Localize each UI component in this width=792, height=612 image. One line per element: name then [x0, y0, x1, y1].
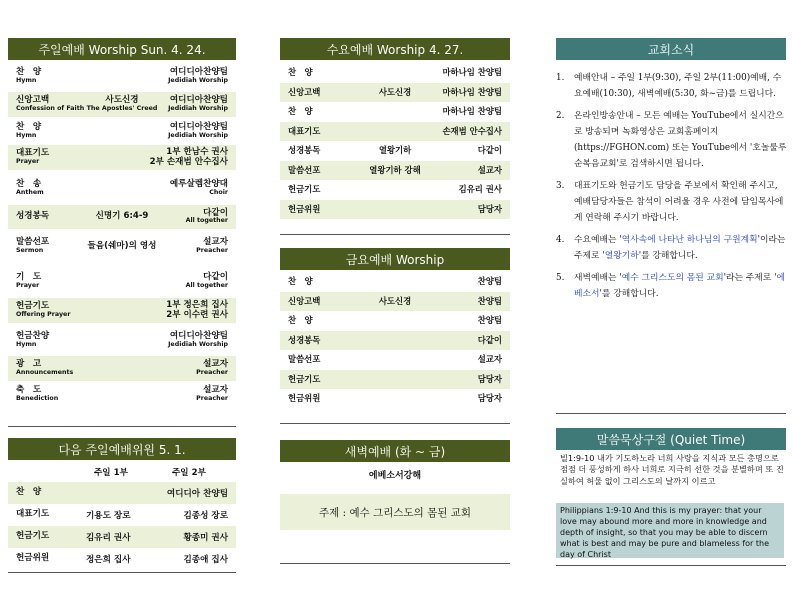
- sunday-row-label: [16, 149, 49, 165]
- committee-role: [16, 488, 41, 497]
- item-name: 기 도: [16, 272, 42, 283]
- sunday-row-label: [16, 386, 58, 402]
- news-item-number: 5.: [556, 273, 565, 283]
- committee-first-service: 정은희 집사: [86, 555, 131, 565]
- sunday-row-label: [16, 302, 70, 318]
- friday-row-person: [478, 355, 502, 364]
- committee-role: [16, 510, 49, 519]
- item-detail: 들음(쉐마)의 영성: [87, 240, 157, 251]
- item-person: 설교자: [203, 359, 228, 370]
- dawn-worship-title: 새벽예배 (화 ~ 금): [344, 444, 446, 459]
- friday-row-person: [478, 297, 502, 306]
- item-name: 찬 송: [16, 179, 42, 190]
- wednesday-row-person: [442, 68, 502, 77]
- wednesday-row-label: [288, 166, 320, 175]
- wednesday-row: [280, 180, 510, 200]
- item-person: 마하나임 찬양팀: [442, 67, 502, 78]
- friday-row: [280, 350, 510, 370]
- item-name-en: Hymn: [16, 76, 37, 84]
- friday-program: [280, 272, 510, 408]
- next-week-header: [8, 438, 236, 460]
- sunday-row-label: [16, 238, 49, 254]
- item-name: 찬 양: [288, 315, 313, 326]
- item-name: 대표기도: [16, 148, 50, 159]
- sunday-row-label: [16, 68, 41, 84]
- wednesday-row-label: [288, 185, 320, 194]
- highlight-theme: 역사속에 나타난 하나님의 구원계획: [621, 235, 758, 245]
- friday-row-label: [288, 297, 320, 306]
- item-person: 1부 한남수 권사: [166, 147, 228, 158]
- wednesday-row-label: [288, 146, 320, 155]
- news-item: [556, 270, 788, 302]
- sunday-row-label: [16, 332, 49, 348]
- committee-row: [8, 504, 236, 526]
- item-person-2: 2부 손재범 안수집사: [149, 156, 228, 167]
- dawn-worship-header: [280, 440, 510, 462]
- item-detail: 사도신경: [378, 295, 412, 306]
- text-segment: '를 강해합니다.: [599, 289, 659, 299]
- item-name: 광 고: [16, 359, 42, 370]
- friday-row-label: [288, 375, 320, 384]
- item-name: 성경봉독: [288, 145, 321, 156]
- sunday-row-label: [16, 180, 44, 196]
- item-person-en: Jedidiah Worship: [168, 340, 228, 348]
- item-person: 1부 정은희 집사: [166, 300, 228, 311]
- item-name: 말씀선포: [16, 237, 50, 248]
- item-name: 찬 양: [16, 67, 42, 78]
- wednesday-row-person: [442, 88, 502, 97]
- committee-second-service: 김종성 장로: [183, 511, 228, 521]
- sunday-row: [8, 328, 236, 353]
- item-name: 헌금기도: [16, 301, 50, 312]
- item-name: 축 도: [16, 385, 42, 396]
- wednesday-row: [280, 161, 510, 181]
- item-person-en: Preacher: [196, 394, 228, 402]
- friday-row-person: [478, 316, 502, 325]
- dawn-theme-box: [280, 494, 510, 530]
- sunday-row-person: [168, 96, 228, 112]
- sunday-row-person: [166, 301, 228, 320]
- item-person: 여디디아찬양팀: [169, 331, 228, 342]
- friday-row-person: [478, 336, 502, 345]
- item-detail-en: The Apostles' Creed: [86, 104, 158, 112]
- friday-row-person: [478, 375, 502, 384]
- item-name-en: Anthem: [16, 188, 44, 196]
- wednesday-row: [280, 200, 510, 220]
- divider: [280, 423, 510, 424]
- sunday-row-label: [16, 96, 84, 112]
- news-item-text: 예배안내 – 주일 1부(9:30), 주일 2부(11:00)예배, 수요예배(10:30), 새벽예배(5:30, 화~금)를 드립니다.: [574, 73, 782, 99]
- sunday-row-label: [16, 123, 41, 139]
- item-person: 설교자: [203, 385, 228, 396]
- item-name: 신앙고백: [16, 95, 50, 106]
- friday-row: [280, 389, 510, 409]
- item-name: 찬 양: [288, 276, 313, 287]
- sunday-row: [8, 382, 236, 407]
- item-person: 손재범 안수집사: [442, 125, 502, 136]
- item-name-en: Confession of Faith: [16, 104, 85, 112]
- item-name: 신앙고백: [288, 86, 321, 97]
- news-item-text: 온라인방송안내 – 모든 예배는 YouTube에서 실시간으로 방송되며 녹화영상은 교회홈페이지(https://FGHON.com) 또는 YouTube에서 '호놀룰루순복음교회'로 검색하시면 됩니다.: [574, 111, 787, 169]
- sunday-row-person: [150, 148, 228, 167]
- sunday-row-person: [196, 360, 228, 376]
- item-person: 찬양팀: [477, 295, 502, 306]
- item-name: 헌금기도: [288, 373, 321, 384]
- news-item-number: 4.: [556, 235, 565, 245]
- wednesday-row: [280, 141, 510, 161]
- wednesday-row-person: [442, 127, 502, 136]
- highlight-book: 열왕기하: [604, 251, 639, 261]
- friday-row-person: [478, 394, 502, 403]
- friday-worship-title: 금요예배 Worship: [345, 252, 445, 267]
- item-person-en: Jedidiah Worship: [168, 76, 228, 84]
- quiet-time-header: [556, 428, 786, 450]
- friday-row-person: [478, 277, 502, 286]
- committee-second-service: 여디디아 찬양팀: [166, 489, 228, 499]
- item-name-en: Sermon: [16, 246, 44, 254]
- news-item: [556, 232, 788, 264]
- dawn-theme: 주제 : 예수 그리스도의 몸된 교회: [318, 506, 472, 519]
- item-person: 찬양팀: [477, 315, 502, 326]
- item-person: 찬양팀: [477, 276, 502, 287]
- friday-row-label: [288, 316, 313, 325]
- wednesday-row-person: [459, 185, 502, 194]
- sunday-row: [8, 298, 236, 323]
- divider: [556, 413, 786, 414]
- quiet-time-english: Philippians 1:9-10 And this is my prayer: that your love may abound more and more in knowledge and depth of insight, so that you may be able to discern what is best and may be pure and blameless for the day of Christ: [556, 503, 784, 558]
- item-person: 다같이: [477, 334, 502, 345]
- text-segment: '를 강해합니다.: [638, 251, 698, 261]
- item-person: 여디디아찬양팀: [169, 95, 228, 106]
- wednesday-row-label: [288, 88, 320, 97]
- item-person: 담당자: [477, 203, 502, 214]
- text-segment: '라는 주제로 ': [723, 273, 777, 283]
- sunday-worship-title: 주일예배 Worship Sun. 4. 24.: [38, 42, 206, 57]
- news-item: [556, 178, 788, 226]
- sunday-row-person: [168, 123, 228, 139]
- item-person-en: Jedidiah Worship: [168, 131, 228, 139]
- sunday-row: [8, 356, 236, 381]
- sunday-row-label: [16, 212, 49, 221]
- sunday-row: [8, 176, 236, 201]
- church-news-header: [556, 38, 786, 60]
- item-detail: 사도신경: [105, 95, 139, 106]
- committee-first-service: 기용도 장로: [86, 511, 131, 521]
- friday-row: [280, 370, 510, 390]
- sunday-row: [8, 64, 236, 89]
- wednesday-row-person: [478, 205, 502, 214]
- sunday-row: [8, 119, 236, 144]
- friday-row: [280, 292, 510, 312]
- role-name: 헌금기도: [16, 531, 50, 542]
- item-name-en: Offering Prayer: [16, 310, 71, 318]
- friday-row-label: [288, 277, 313, 286]
- news-item: [556, 108, 788, 172]
- friday-row: [280, 311, 510, 331]
- text-segment: 수요예배는 ': [574, 235, 622, 245]
- text-segment: 새벽예배는 ': [574, 273, 622, 283]
- divider: [556, 565, 786, 566]
- friday-worship-header: [280, 248, 510, 270]
- item-person-en: All together: [185, 217, 228, 225]
- next-week-col2-header: 주일 2부: [172, 468, 206, 478]
- item-person: 담당자: [477, 373, 502, 384]
- sunday-row-label: [16, 360, 73, 376]
- wednesday-row-label: [288, 127, 320, 136]
- wednesday-row-label: [288, 107, 313, 116]
- item-name: 말씀선포: [288, 354, 321, 365]
- item-name: 헌금찬양: [16, 331, 50, 342]
- wednesday-row-person: [478, 146, 502, 155]
- item-name: 성경봉독: [16, 211, 50, 222]
- friday-row-label: [288, 336, 320, 345]
- wednesday-row-label: [288, 205, 320, 214]
- divider: [280, 563, 510, 564]
- divider: [8, 572, 236, 573]
- church-news-list: [556, 70, 788, 308]
- wednesday-row-person: [478, 166, 502, 175]
- sunday-row-person: [196, 386, 228, 402]
- item-name: 찬 양: [288, 67, 313, 78]
- item-person: 다같이: [203, 207, 228, 218]
- committee-row: [8, 548, 236, 570]
- sunday-row-label: [16, 273, 41, 289]
- wednesday-worship-title: 수요예배 Worship 4. 27.: [326, 42, 464, 57]
- committee-second-service: 김종애 집사: [183, 555, 228, 565]
- sunday-program: [8, 62, 236, 410]
- item-person: 설교자: [203, 237, 228, 248]
- wednesday-row: [280, 63, 510, 83]
- item-person: 다같이: [203, 272, 228, 283]
- sunday-row: [8, 234, 236, 259]
- item-name-en: Announcements: [16, 368, 74, 376]
- dawn-series: 에베소서강해: [368, 471, 422, 481]
- sunday-worship-header: [8, 38, 236, 60]
- item-name: 신앙고백: [288, 295, 321, 306]
- sunday-row-person: [186, 273, 228, 289]
- committee-first-service: 김유리 권사: [86, 533, 131, 543]
- committee-role: [16, 532, 49, 541]
- news-item-text: [574, 273, 785, 299]
- divider: [8, 426, 236, 427]
- divider: [280, 234, 510, 235]
- item-name: 찬 양: [288, 106, 313, 117]
- committee-second-service: 황종미 권사: [183, 533, 228, 543]
- item-person: 예루살렘찬양대: [169, 179, 228, 190]
- friday-row-label: [288, 355, 320, 364]
- item-name: 성경봉독: [288, 334, 321, 345]
- church-news-title: 교회소식: [647, 42, 695, 57]
- highlight-theme: 예수 그리스도의 몸된 교회: [621, 273, 724, 283]
- item-name: 찬 양: [16, 122, 42, 133]
- news-item-number: 2.: [556, 111, 565, 121]
- item-name: 말씀선포: [288, 164, 321, 175]
- quiet-time-title: 말씀묵상구절 (Quiet Time): [596, 432, 746, 447]
- item-person: 설교자: [477, 164, 502, 175]
- item-name: 헌금위원: [288, 393, 321, 404]
- sunday-row-person: [168, 68, 228, 84]
- wednesday-worship-header: [280, 38, 510, 60]
- news-item-text: [574, 235, 786, 261]
- item-person-en: Jedidiah Worship: [168, 104, 228, 112]
- item-person-en: Preacher: [196, 246, 228, 254]
- item-person-en: Preacher: [196, 368, 228, 376]
- friday-row-label: [288, 394, 320, 403]
- sunday-row: [8, 205, 236, 229]
- item-person-en: Choir: [209, 188, 228, 196]
- sunday-row: [8, 92, 236, 117]
- item-name-en: Hymn: [16, 131, 37, 139]
- item-name: 헌금위원: [288, 203, 321, 214]
- item-person: 담당자: [477, 393, 502, 404]
- sunday-row-person: [170, 180, 228, 196]
- wednesday-program: [280, 63, 510, 223]
- friday-row: [280, 272, 510, 292]
- news-item: [556, 70, 788, 102]
- role-name: 찬 양: [16, 487, 42, 498]
- friday-row: [280, 331, 510, 351]
- next-week-title: 다음 주일예배위원 5. 1.: [58, 442, 186, 457]
- item-detail: 사도신경: [378, 86, 412, 97]
- item-person: 설교자: [477, 354, 502, 365]
- item-person-en: All together: [185, 281, 228, 289]
- next-week-committee: [8, 482, 236, 570]
- item-person: 여디디아찬양팀: [169, 122, 228, 133]
- role-name: 대표기도: [16, 509, 50, 520]
- wednesday-row: [280, 83, 510, 103]
- wednesday-row: [280, 102, 510, 122]
- committee-row: [8, 482, 236, 504]
- sunday-row: [8, 269, 236, 294]
- committee-role: [16, 554, 49, 563]
- item-name-en: Prayer: [16, 281, 40, 289]
- committee-row: [8, 526, 236, 548]
- quiet-time-korean: 빌1:9-10 내가 기도하노라 너희 사랑을 지식과 모든 총명으로 점점 더 풍성하게 하사 너희로 지극히 선한 것을 분별하며 또 진실하여 허물 없이 그리스도의 날까지 이르고: [560, 453, 784, 486]
- item-name-en: Prayer: [16, 157, 40, 165]
- wednesday-row-label: [288, 68, 313, 77]
- wednesday-row: [280, 122, 510, 142]
- item-name-en: Benediction: [16, 394, 59, 402]
- item-person: 여디디아찬양팀: [169, 67, 228, 78]
- highlight-book: 에베소서: [574, 273, 786, 299]
- item-name-en: Hymn: [16, 340, 37, 348]
- item-detail: 신명기 6:4-9: [95, 211, 149, 222]
- item-name: 헌금기도: [288, 184, 321, 195]
- item-person: 김유리 권사: [458, 184, 502, 195]
- item-person-2: 2부 이수련 권사: [166, 309, 228, 320]
- item-person: 다같이: [477, 145, 502, 156]
- news-item-number: 3.: [556, 181, 565, 191]
- item-name: 대표기도: [288, 125, 321, 136]
- wednesday-row-person: [442, 107, 502, 116]
- sunday-row: [8, 145, 236, 170]
- news-item-number: 1.: [556, 73, 565, 83]
- role-name: 헌금위원: [16, 553, 50, 564]
- news-item-text: 대표기도와 헌금기도 담당을 주보에서 확인해 주시고, 예배담당자들은 참석이 어려울 경우 사전에 담임목사에게 연락해 주시기 바랍니다.: [574, 181, 784, 223]
- sunday-row-person: [196, 238, 228, 254]
- text-segment: '이라는 주제로 ': [574, 235, 786, 261]
- item-person: 마하나임 찬양팀: [442, 106, 502, 117]
- sunday-row-person: [168, 332, 228, 348]
- next-week-col1-header: 주일 1부: [94, 468, 128, 478]
- item-detail: 열왕기하 강해: [369, 164, 421, 175]
- sunday-row-person: [186, 209, 228, 225]
- item-person: 마하나임 찬양팀: [442, 86, 502, 97]
- item-detail: 열왕기하: [378, 145, 412, 156]
